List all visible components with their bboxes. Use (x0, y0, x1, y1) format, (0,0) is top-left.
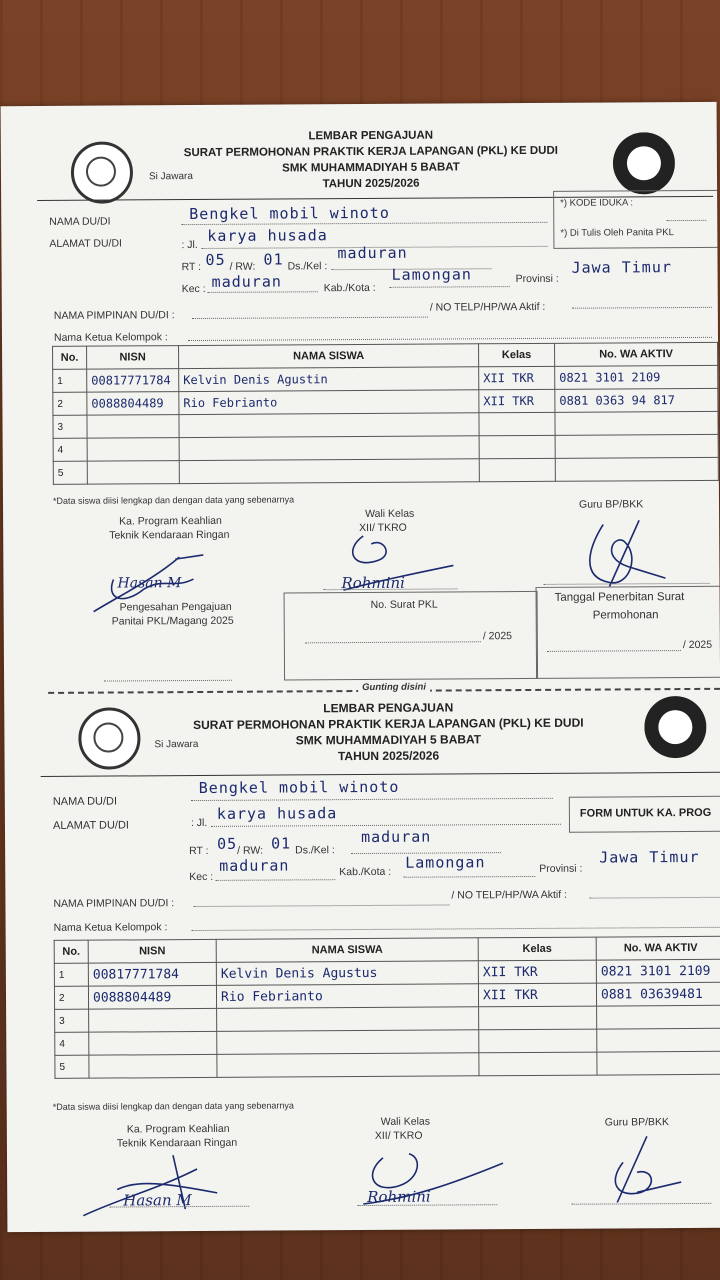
top-tanggal-box (536, 586, 720, 679)
si-jawara-logo: Si Jawara (148, 171, 193, 183)
top-alamat-value: karya husada (207, 226, 328, 245)
top-rw-value: 01 (263, 250, 284, 269)
top-title-3: SMK MUHAMMADIYAH 5 BABAT (282, 161, 460, 175)
cell-kelas: XII TKR (479, 366, 555, 389)
bottom-ds-label: Ds./Kel : (295, 844, 335, 857)
top-tanggal-year: / 2025 (682, 638, 713, 652)
cell-nama: Rio Febrianto (179, 390, 479, 415)
top-ketua-label: Nama Ketua Kelompok : (53, 331, 168, 344)
top-alamat-label: ALAMAT DU/DI (49, 237, 122, 250)
cell-nama: Rio Febrianto (216, 984, 478, 1009)
cell-nisn: 00817771784 (88, 962, 216, 986)
bottom-kec-label: Kec : (189, 870, 214, 884)
col-nisn: NISN (88, 939, 216, 963)
cell-wa: 0881 03639481 (596, 982, 720, 1006)
cell-nisn: 00817771784 (87, 369, 179, 393)
bottom-title-1: LEMBAR PENGAJUAN (323, 700, 454, 716)
top-gurubp-title: Guru BP/BKK (578, 498, 644, 511)
bottom-pimpinan-label: NAMA PIMPINAN DU/DI : (53, 897, 175, 910)
cell-no: 2 (54, 986, 88, 1009)
si-jawara-logo: Si Jawara (154, 739, 199, 751)
top-walikelas-title: Wali Kelas (365, 507, 415, 520)
bottom-kaprog-signature (77, 1149, 247, 1220)
bottom-kec-value: maduran (219, 856, 290, 875)
bottom-kaprog-signature-text: Hasan M (123, 1191, 192, 1210)
bottom-kaprog-subtitle: Teknik Kendaraan Ringan (116, 1136, 238, 1150)
top-telp-label: / NO TELP/HP/WA Aktif : (429, 300, 546, 314)
muhammadiyah-logo-icon (71, 141, 133, 203)
top-pimpinan-label: NAMA PIMPINAN DU/DI : (53, 309, 175, 322)
top-kaprog-subtitle: Teknik Kendaraan Ringan (109, 528, 230, 542)
top-prov-value: Jawa Timur (571, 258, 672, 277)
top-nama-value: Bengkel mobil winoto (189, 203, 390, 224)
cell-kelas: XII TKR (478, 960, 596, 984)
bottom-title-3: SMK MUHAMMADIYAH 5 BABAT (295, 732, 482, 748)
cell-no: 1 (54, 963, 88, 986)
top-prov-label: Provinsi : (515, 272, 559, 286)
cell-nisn: 0088804489 (88, 985, 216, 1009)
top-title-2: SURAT PERMOHONAN PRAKTIK KERJA LAPANGAN (PKL) KE DUDI (183, 144, 558, 160)
cell-no: 5 (55, 1055, 89, 1078)
cell-no: 2 (53, 392, 87, 415)
top-kec-label: Kec : (181, 282, 206, 296)
bottom-title-4: TAHUN 2025/2026 (337, 748, 440, 764)
bottom-kaprog-title: Ka. Program Keahlian (126, 1122, 230, 1136)
top-kab-value: Lamongan (391, 265, 472, 284)
top-kode-box (553, 190, 719, 249)
bottom-gurubp-title: Guru BP/BKK (604, 1116, 670, 1129)
col-nama: NAMA SISWA (179, 344, 479, 369)
top-rt-value: 05 (205, 250, 226, 269)
table-row (55, 1051, 720, 1078)
bottom-walikelas-class: XII/ TKRO (374, 1129, 423, 1142)
bottom-wali-signature-text: Rohmini (367, 1187, 431, 1206)
muhammadiyah-logo-icon (78, 707, 140, 769)
cell-wa: 0881 0363 94 817 (555, 388, 718, 412)
bottom-header-rule (41, 772, 720, 777)
top-tanggal-sublabel: Permohonan (592, 609, 659, 622)
bottom-form-label: FORM UNTUK KA. PROG (579, 806, 712, 820)
cell-kelas: XII TKR (478, 983, 596, 1007)
bottom-nama-value: Bengkel mobil winoto (198, 777, 400, 797)
cell-nisn: 0088804489 (87, 392, 179, 416)
bottom-gurubp-signature (597, 1132, 697, 1213)
top-kec-value: maduran (211, 272, 282, 291)
top-kode-label: *) KODE IDUKA : (560, 197, 634, 209)
top-ds-value: maduran (337, 243, 408, 263)
cell-no: 1 (53, 369, 87, 392)
bottom-rt-value: 05 (217, 834, 238, 853)
top-nosurat-box (284, 591, 539, 681)
top-rw-label: / RW: (229, 260, 256, 273)
bottom-nama-label: NAMA DU/DI (52, 795, 118, 808)
school-gear-logo-icon (644, 696, 706, 758)
cell-no: 3 (53, 415, 87, 438)
top-jl-label: : Jl. (181, 238, 198, 252)
bottom-alamat-label: ALAMAT DU/DI (52, 819, 130, 832)
top-pengesahan-subtitle: Panitai PKL/Magang 2025 (111, 614, 234, 628)
top-title-4: TAHUN 2025/2026 (322, 177, 420, 191)
top-kaprog-title: Ka. Program Keahlian (119, 514, 222, 528)
top-wali-signature-text: Rohmini (341, 573, 406, 593)
top-walikelas-class: XII/ TKRO (359, 521, 407, 535)
cell-no: 4 (55, 1032, 89, 1055)
cell-wa: 0821 3101 2109 (596, 959, 720, 983)
paper-sheet (1, 102, 720, 1232)
col-no: No. (53, 346, 87, 369)
bottom-alamat-value: karya husada (216, 804, 338, 823)
bottom-jl-label: : Jl. (190, 816, 208, 830)
school-gear-logo-icon (613, 132, 675, 194)
bottom-prov-label: Provinsi : (539, 862, 583, 875)
bottom-telp-label: / NO TELP/HP/WA Aktif : (451, 888, 567, 902)
top-title-1: LEMBAR PENGAJUAN (308, 129, 434, 143)
col-no: No. (54, 940, 88, 963)
bottom-rt-label: RT : (189, 844, 209, 858)
top-nosurat-year: / 2025 (482, 630, 513, 643)
top-data-note: *Data siswa diisi lengkap dan dengan data yang sebenarnya (52, 494, 295, 506)
bottom-kab-label: Kab./Kota : (339, 865, 392, 879)
top-student-table (52, 342, 719, 485)
top-header (148, 127, 591, 194)
cell-no: 4 (53, 438, 87, 461)
bottom-form-box (569, 796, 720, 833)
table-row (53, 457, 718, 484)
bottom-rw-label: / RW: (237, 844, 264, 857)
top-tanggal-label: Tanggal Penerbitan Surat (554, 591, 685, 604)
cell-nama: Kelvin Denis Agustin (179, 367, 479, 392)
col-kelas: Kelas (478, 937, 596, 961)
col-wa: No. WA AKTIV (555, 342, 718, 366)
cell-nama: Kelvin Denis Agustus (216, 961, 478, 986)
cut-label: Gunting disini (358, 682, 430, 693)
bottom-title-2: SURAT PERMOHONAN PRAKTIK KERJA LAPANGAN (PKL) KE DUDI (193, 715, 584, 733)
top-kab-label: Kab./Kota : (323, 281, 376, 295)
bottom-ketua-label: Nama Ketua Kelompok : (53, 921, 168, 934)
col-nisn: NISN (87, 346, 179, 370)
bottom-walikelas-title: Wali Kelas (380, 1115, 431, 1128)
top-ds-label: Ds./Kel : (287, 260, 328, 273)
bottom-prov-value: Jawa Timur (599, 847, 700, 867)
bottom-ds-value: maduran (360, 827, 432, 847)
bottom-data-note: *Data siswa diisi lengkap dan dengan data yang sebenarnya (52, 1100, 294, 1112)
cell-no: 3 (55, 1009, 89, 1032)
top-rt-label: RT : (181, 260, 202, 274)
top-nosurat-label: No. Surat PKL (370, 598, 438, 611)
cell-wa: 0821 3101 2109 (555, 365, 718, 389)
col-wa: No. WA AKTIV (596, 936, 720, 960)
bottom-rw-value: 01 (271, 834, 292, 853)
col-nama: NAMA SISWA (216, 938, 478, 963)
top-nama-label: NAMA DU/DI (49, 215, 111, 228)
bottom-kab-value: Lamongan (405, 853, 486, 872)
col-kelas: Kelas (479, 343, 555, 366)
bottom-student-table (54, 936, 720, 1079)
top-kaprog-signature-text: Hasan M (117, 575, 182, 592)
cell-no: 5 (53, 461, 87, 484)
top-ditulis-label: *) Di Tulis Oleh Panita PKL (560, 227, 674, 239)
top-pengesahan-title: Pengesahan Pengajuan (119, 600, 232, 614)
cell-kelas: XII TKR (479, 389, 555, 412)
bottom-header (168, 698, 608, 765)
